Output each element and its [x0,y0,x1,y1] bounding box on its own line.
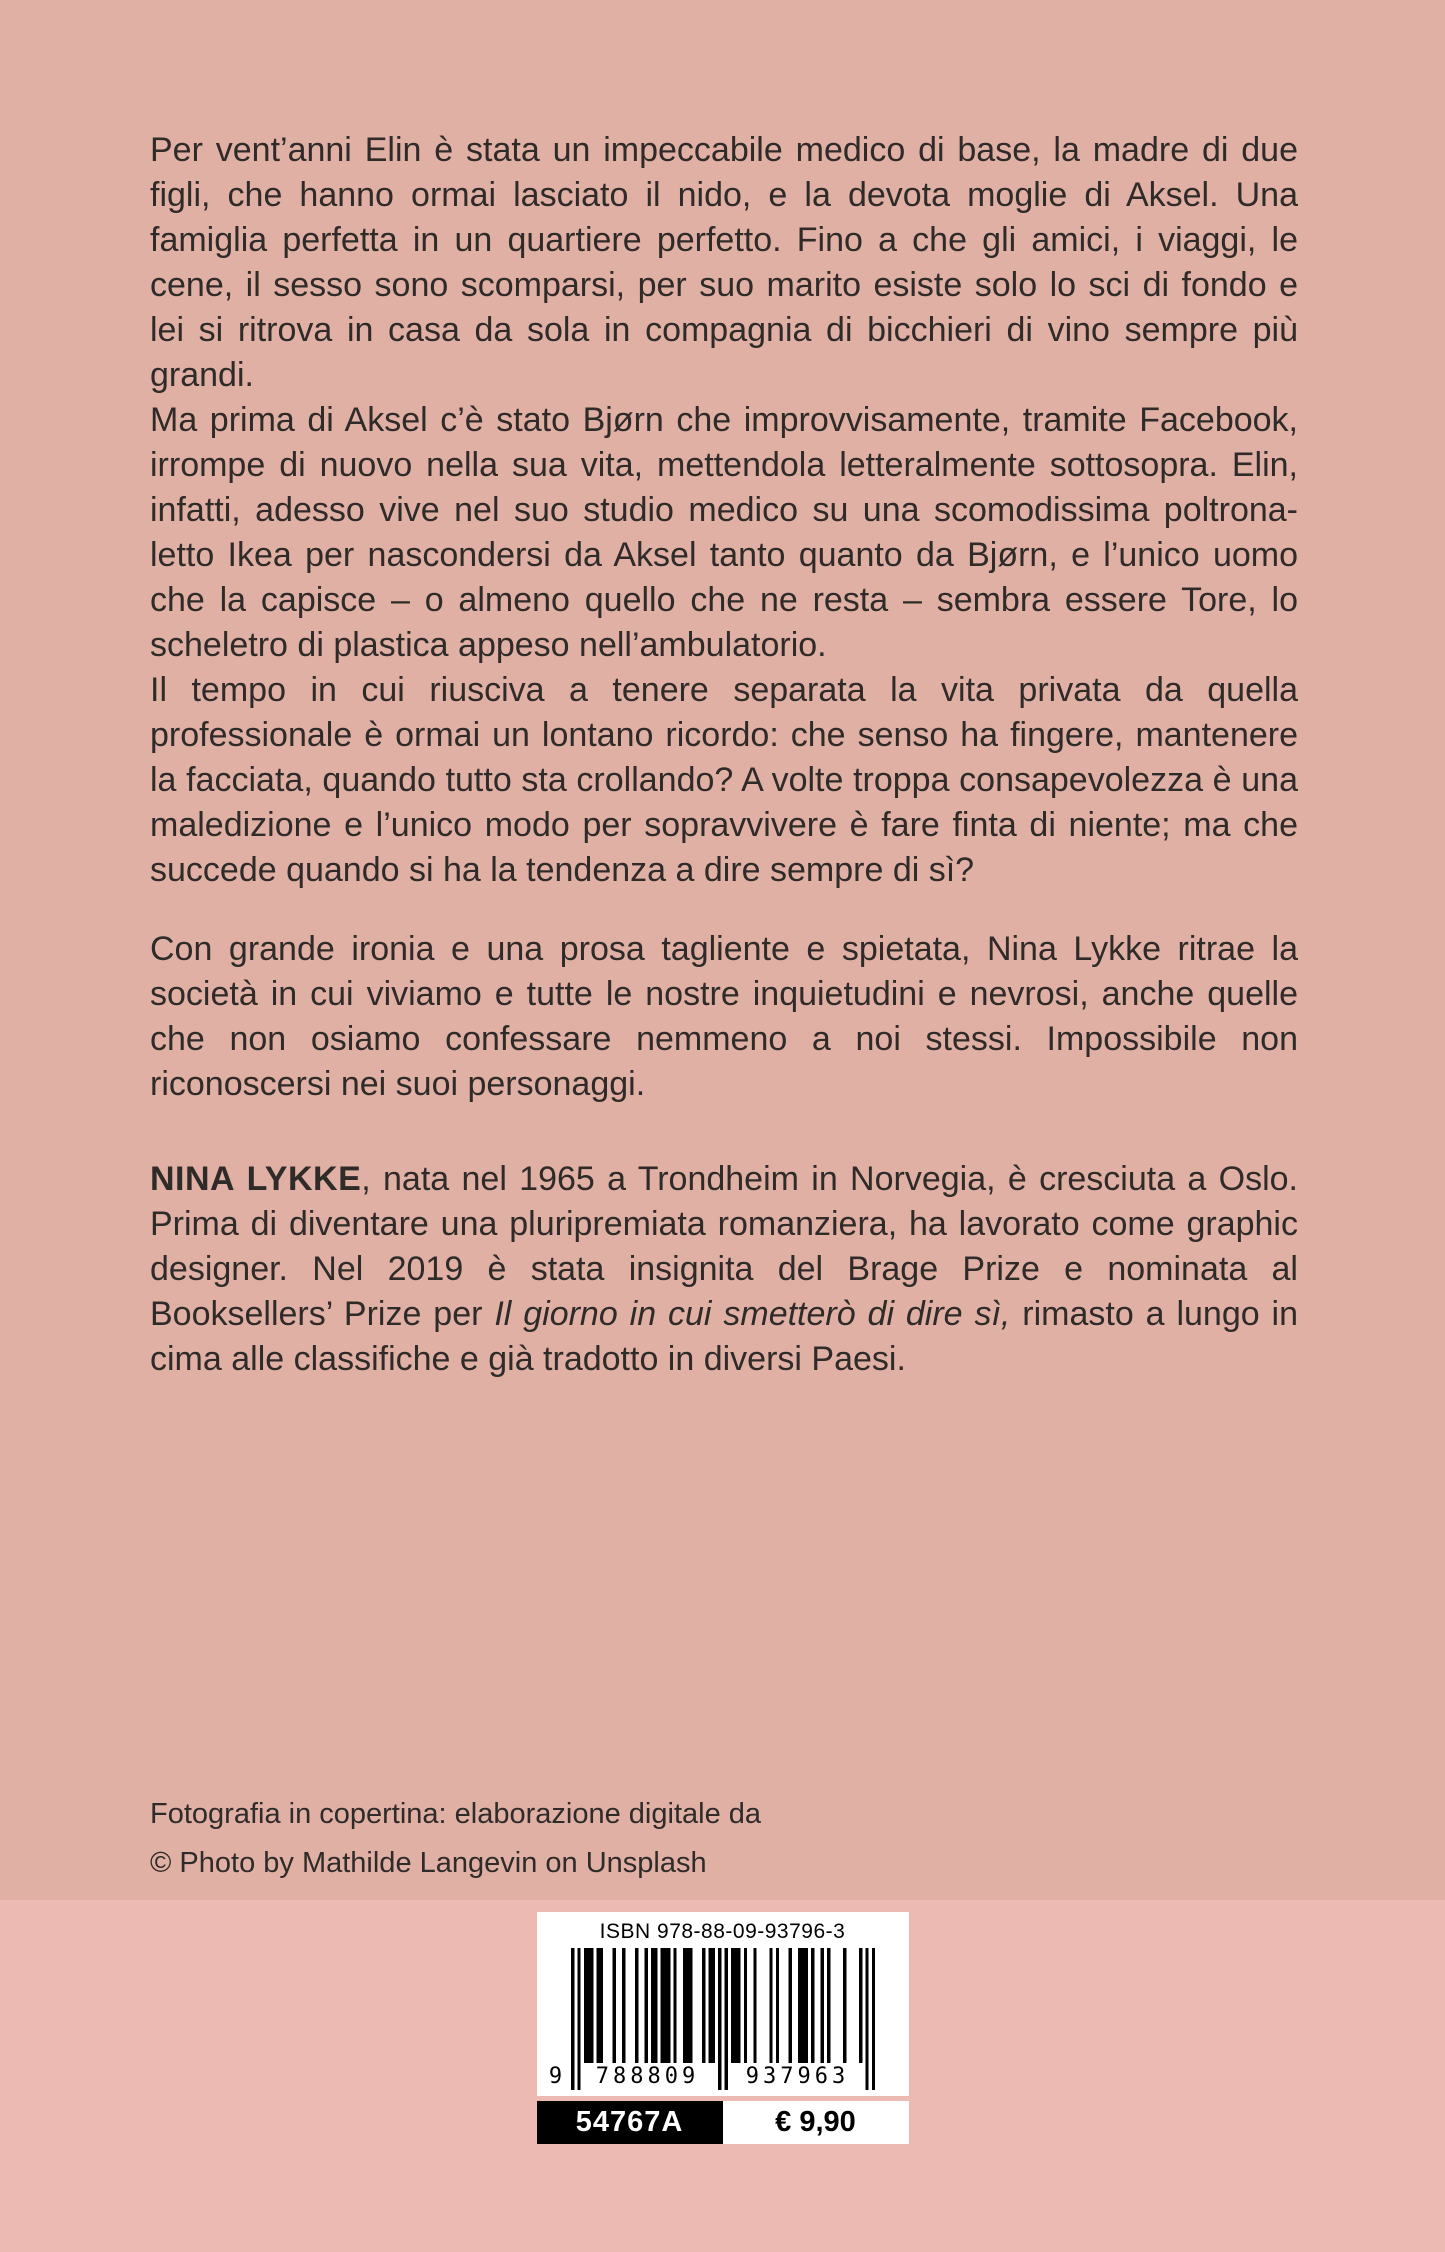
bio-text: , nata nel 1965 a Trondheim in Norvegia, è cresciuta a Oslo. Prima di diventare una pluripremiata romanziera, ha lavorato come graphic designer. Nel 2019 è stata insignita del Brage Prize e nominata al Booksellers’ Prize per [150,1160,1298,1333]
isbn-label: ISBN 978-88-09-93796-3 [599,1920,846,1943]
photo-credits [150,1790,761,1888]
price-label: € 9,90 [723,2101,909,2144]
bottom-band [0,1900,1445,2252]
code-price-row [537,2101,909,2144]
edition-code: 54767A [537,2101,723,2144]
synopsis-paragraph-3: Il tempo in cui riusciva a tenere separata la vita privata da quella professionale è ormai un lontano ricordo: che senso ha fingere, mantenere la facciata, quando tutto sta crollando? A volte troppa consapevolezza è una maledizione e l’unico modo per sopravvivere è fare finta di niente; ma che succede quando si ha la tendenza a dire sempre di sì? [150,671,1298,889]
book-title-italic: Il giorno in cui smetterò di dire sì, [494,1295,1011,1333]
review-paragraph: Con grande ironia e una prosa tagliente e spietata, Nina Lykke ritrae la società in cui viviamo e tutte le nostre inquietudini e nevrosi, anche quelle che non osiamo confessare nemmeno a noi stessi. Impossibile non riconoscersi nei suoi personaggi. [150,930,1298,1103]
author-bio [150,1157,1298,1382]
synopsis-block [150,128,1298,1382]
barcode-area [537,1912,909,2144]
barcode-digit-lead: 9 [548,2064,563,2089]
isbn-barcode-box [537,1912,909,2096]
barcode-bars [548,1948,875,2090]
barcode-digits-left: 788809 [581,2063,715,2090]
photo-credit-line-1: Fotografia in copertina: elaborazione digitale da [150,1798,762,1830]
author-name: NINA LYKKE [150,1160,362,1198]
photo-credit-line-2: © Photo by Mathilde Langevin on Unsplash [150,1847,707,1879]
barcode-digits-right: 937963 [731,2063,865,2090]
bio-text-continued: rimasto a lungo in cima alle classifiche e già tradotto in diversi Paesi. [150,1295,1299,1378]
synopsis-paragraph-2: Ma prima di Aksel c’è stato Bjørn che improvvisamente, tramite Facebook, irrompe di nuovo nella sua vita, mettendola letteralmente sottosopra. Elin, infatti, adesso vive nel suo studio medico su una scomodissima poltrona-letto Ikea per nascondersi da Aksel tanto quanto da Bjørn, e l’unico uomo che la capisce – o almeno quello che ne resta – sembra essere Tore, lo scheletro di plastica appeso nell’ambulatorio. [150,401,1298,664]
synopsis-paragraph-1: Per vent’anni Elin è stata un impeccabile medico di base, la madre di due figli, che hanno ormai lasciato il nido, e la devota moglie di Aksel. Una famiglia perfetta in un quartiere perfetto. Fino a che gli amici, i viaggi, le cene, il sesso sono scomparsi, per suo marito esiste solo lo sci di fondo e lei si ritrova in casa da sola in compagnia di bicchieri di vino sempre più grandi. [150,131,1298,394]
